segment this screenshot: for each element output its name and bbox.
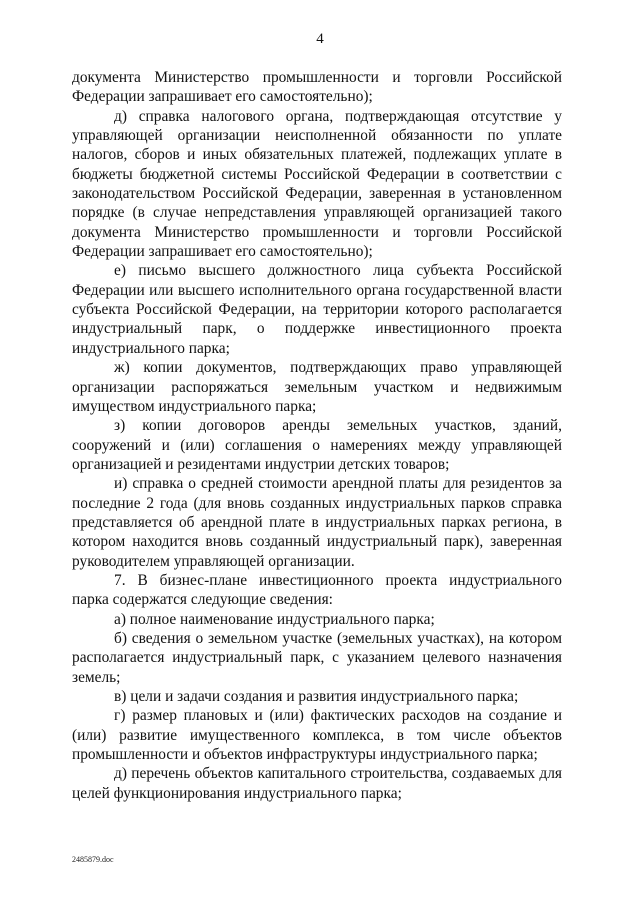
paragraph-item-d-construction-list: д) перечень объектов капитального строительства, создаваемых для целей функционирования индустриального парка; (72, 765, 562, 802)
paragraph-item-zh-land-documents: ж) копии документов, подтверждающих право управляющей организации распоряжаться земельным участком и недвижимым имуществом индустриального парка; (72, 359, 562, 415)
paragraph-item-i-rent-certificate: и) справка о средней стоимости арендной платы для резидентов за последние 2 года (для вновь созданных индустриальных парков справка представляется об арендной плате в индустриальных парках региона, в котором находится вновь созданный индустриальный парк), заверенная руководителем управляющей организации. (72, 475, 562, 570)
paragraph-section-7: 7. В бизнес-плане инвестиционного проекта индустриального парка содержатся следующие сведения: (72, 571, 562, 609)
paragraph-item-b-land-plot: б) сведения о земельном участке (земельных участках), на котором располагается индустриальный парк, с указанием целевого назначения земель; (72, 629, 562, 686)
paragraph-item-z-lease-agreements: з) копии договоров аренды земельных участков, зданий, сооружений и (или) соглашения о намерениях между управляющей организацией и резидентами индустрии детских товаров; (72, 417, 562, 473)
document-file-code: 2485879.doc (72, 855, 114, 864)
paragraph-item-e-official-letter: е) письмо высшего должностного лица субъекта Российской Федерации или высшего исполнительного органа государственной власти субъекта Российской Федерации, на территории которого располагается индустриальный парк, о поддержке инвестиционного проекта индустриального парка; (72, 262, 562, 357)
page-number: 4 (316, 31, 324, 47)
paragraph-item-d-tax-certificate: д) справка налогового органа, подтверждающая отсутствие у управляющей организации неисполненной обязанности по уплате налогов, сборов и иных обязательных платежей, подлежащих уплате в бюджеты бюджетной системы Российской Федерации в соответствии с законодательством Российской Федерации, заверенная в установленном порядке (в случае непредставления управляющей организацией такого документа Министерство промышленности и торговли Российской Федерации запрашивает его самостоятельно); (72, 107, 562, 261)
paragraph-item-v-goals: в) цели и задачи создания и развития индустриального парка; (114, 688, 519, 705)
paragraph-item-a-park-name: а) полное наименование индустриального парка; (114, 610, 435, 628)
document-body (72, 68, 562, 803)
paragraph-item-g-expenses: г) размер плановых и (или) фактических расходов на создание и (или) развитие имущественного комплекса, в том числе объектов промышленности и объектов инфраструктуры индустриального парка; (72, 707, 562, 764)
paragraph-continuation: документа Министерство промышленности и торговли Российской Федерации запрашивает его самостоятельно); (72, 69, 562, 106)
